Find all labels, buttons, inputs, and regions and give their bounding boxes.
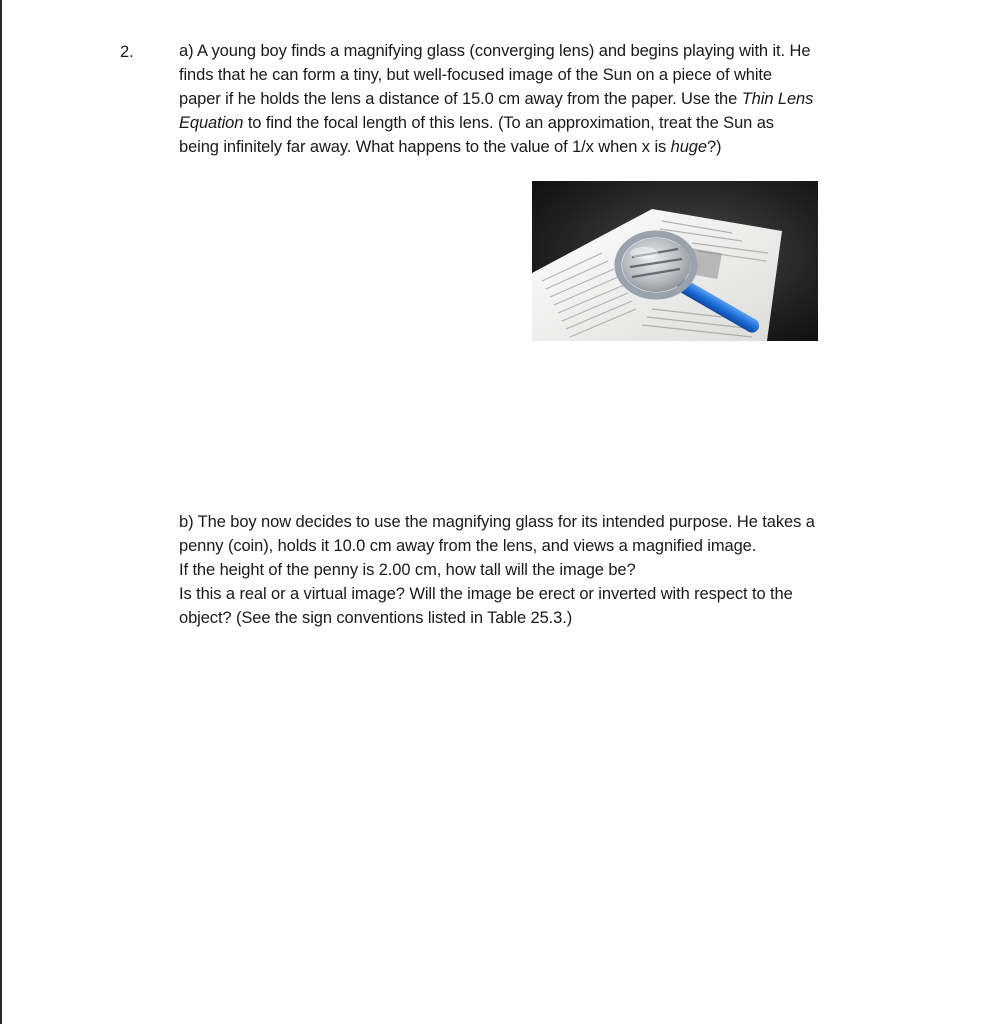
lens-highlight bbox=[630, 247, 658, 259]
huge-term: huge bbox=[670, 138, 707, 156]
part-a-line-2: finds that he can form a tiny, but well-focused image of the Sun on a piece of white bbox=[179, 66, 772, 84]
part-a-line-5 bbox=[179, 135, 889, 159]
part-b-line-2: penny (coin), holds it 10.0 cm away from the lens, and views a magnified image. bbox=[179, 537, 757, 555]
part-a-line-5-text: being infinitely far away. What happens to the value of 1/x when x is bbox=[179, 138, 671, 156]
part-a-paragraph bbox=[179, 39, 889, 159]
part-a-line-1: a) A young boy finds a magnifying glass (converging lens) and begins playing with it. He bbox=[179, 42, 811, 60]
part-a-line-5-end: ?) bbox=[706, 138, 722, 156]
magnifying-glass-photo bbox=[532, 181, 818, 341]
part-b-line-5: object? (See the sign conventions listed in Table 25.3.) bbox=[179, 609, 573, 627]
part-a-line-4-text: to find the focal length of this lens. (To an approximation, treat the Sun as bbox=[243, 114, 774, 132]
equation-term: Equation bbox=[179, 114, 244, 132]
part-a-line-3-text: paper if he holds the lens a distance of 15.0 cm away from the paper. Use the bbox=[179, 90, 742, 108]
thin-lens-term: Thin Lens bbox=[741, 90, 814, 108]
magnifier-lens bbox=[622, 238, 690, 292]
part-b-line-1: b) The boy now decides to use the magnifying glass for its intended purpose. He takes a bbox=[179, 513, 815, 531]
question-number: 2. bbox=[120, 43, 134, 61]
part-a-line-4 bbox=[179, 111, 889, 135]
part-b-paragraph bbox=[179, 510, 889, 630]
part-b-line-4: Is this a real or a virtual image? Will the image be erect or inverted with respect to the bbox=[179, 585, 793, 603]
part-b-line-3: If the height of the penny is 2.00 cm, how tall will the image be? bbox=[179, 561, 636, 579]
part-a-line-3 bbox=[179, 87, 889, 111]
